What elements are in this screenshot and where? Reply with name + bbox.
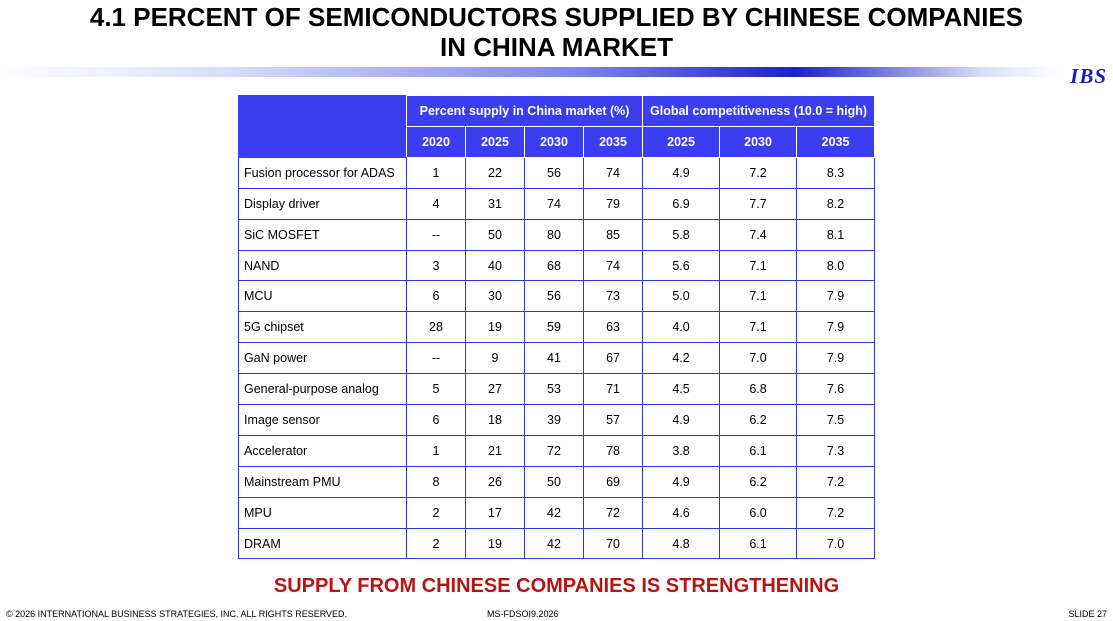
supply-percent-cell: 73 (584, 281, 643, 312)
supply-percent-cell: 1 (407, 435, 466, 466)
ibs-logo: IBS (1070, 64, 1107, 88)
supply-percent-cell: 19 (466, 528, 525, 559)
table-row (239, 281, 875, 312)
table-row (239, 219, 875, 250)
footer-document-code: MS-FDSOI9.2026 (487, 609, 559, 619)
row-product-name: Mainstream PMU (239, 466, 407, 497)
supply-percent-cell: 9 (466, 343, 525, 374)
competitiveness-cell: 7.5 (797, 405, 875, 436)
row-product-name: DRAM (239, 528, 407, 559)
row-product-name: Accelerator (239, 435, 407, 466)
supply-percent-cell: 69 (584, 466, 643, 497)
competitiveness-cell: 4.9 (643, 405, 720, 436)
table-row (239, 528, 875, 559)
row-product-name: Display driver (239, 188, 407, 219)
supply-percent-cell: 56 (525, 281, 584, 312)
competitiveness-cell: 8.1 (797, 219, 875, 250)
competitiveness-cell: 7.2 (797, 497, 875, 528)
supply-percent-cell: 42 (525, 497, 584, 528)
supply-percent-cell: 39 (525, 405, 584, 436)
supply-percent-cell: 8 (407, 466, 466, 497)
supply-percent-cell: 4 (407, 188, 466, 219)
competitiveness-cell: 8.3 (797, 157, 875, 188)
table-corner-cell (239, 96, 407, 158)
supply-percent-cell: 72 (584, 497, 643, 528)
competitiveness-cell: 7.2 (720, 157, 797, 188)
footer-slide-number: SLIDE 27 (1068, 609, 1107, 619)
table-row (239, 188, 875, 219)
competitiveness-cell: 7.1 (720, 250, 797, 281)
supply-percent-cell: 74 (525, 188, 584, 219)
supply-percent-cell: 67 (584, 343, 643, 374)
supply-percent-cell: 31 (466, 188, 525, 219)
header-percent-supply: Percent supply in China market (%) (407, 96, 643, 127)
supply-percent-cell: 26 (466, 466, 525, 497)
competitiveness-cell: 6.1 (720, 528, 797, 559)
footer-copyright: © 2026 INTERNATIONAL BUSINESS STRATEGIES, INC. ALL RIGHTS RESERVED. (6, 609, 348, 619)
supply-percent-cell: 3 (407, 250, 466, 281)
supply-percent-cell: 57 (584, 405, 643, 436)
supply-percent-cell: 22 (466, 157, 525, 188)
competitiveness-cell: 6.1 (720, 435, 797, 466)
supply-percent-cell: 30 (466, 281, 525, 312)
competitiveness-cell: 6.8 (720, 374, 797, 405)
row-product-name: GaN power (239, 343, 407, 374)
supply-percent-cell: 5 (407, 374, 466, 405)
competitiveness-cell: 4.2 (643, 343, 720, 374)
slide-title-line-2: IN CHINA MARKET (439, 32, 674, 62)
header-year: 2025 (643, 127, 720, 158)
header-year: 2035 (797, 127, 875, 158)
competitiveness-cell: 7.9 (797, 312, 875, 343)
row-product-name: NAND (239, 250, 407, 281)
supply-percent-cell: 50 (466, 219, 525, 250)
competitiveness-cell: 4.9 (643, 157, 720, 188)
supply-percent-cell: 50 (525, 466, 584, 497)
competitiveness-cell: 3.8 (643, 435, 720, 466)
competitiveness-cell: 4.8 (643, 528, 720, 559)
competitiveness-cell: 7.9 (797, 343, 875, 374)
supply-percent-cell: 19 (466, 312, 525, 343)
title-gradient-rule (0, 67, 1060, 77)
supply-percent-cell: 6 (407, 281, 466, 312)
supply-percent-cell: 42 (525, 528, 584, 559)
table-row (239, 312, 875, 343)
supply-percent-cell: 71 (584, 374, 643, 405)
row-product-name: SiC MOSFET (239, 219, 407, 250)
competitiveness-cell: 4.9 (643, 466, 720, 497)
table-row (239, 497, 875, 528)
competitiveness-cell: 7.6 (797, 374, 875, 405)
header-year: 2030 (525, 127, 584, 158)
table-row (239, 374, 875, 405)
supply-percent-cell: 56 (525, 157, 584, 188)
supply-percent-cell: 63 (584, 312, 643, 343)
semiconductor-supply-table (238, 95, 875, 559)
header-year: 2025 (466, 127, 525, 158)
supply-percent-cell: 80 (525, 219, 584, 250)
table-body (239, 157, 875, 559)
competitiveness-cell: 7.0 (720, 343, 797, 374)
competitiveness-cell: 7.1 (720, 312, 797, 343)
slide-title (0, 2, 1113, 62)
supply-percent-cell: 18 (466, 405, 525, 436)
competitiveness-cell: 7.4 (720, 219, 797, 250)
supply-percent-cell: -- (407, 219, 466, 250)
table-row (239, 157, 875, 188)
competitiveness-cell: 5.8 (643, 219, 720, 250)
header-year: 2030 (720, 127, 797, 158)
table-row (239, 343, 875, 374)
slide-title-line-1: 4.1 PERCENT OF SEMICONDUCTORS SUPPLIED BY CHINESE COMPANIES (89, 2, 1024, 32)
supply-percent-cell: 27 (466, 374, 525, 405)
supply-percent-cell: 74 (584, 157, 643, 188)
competitiveness-cell: 7.7 (720, 188, 797, 219)
header-year: 2020 (407, 127, 466, 158)
supply-percent-cell: 2 (407, 528, 466, 559)
competitiveness-cell: 4.5 (643, 374, 720, 405)
supply-percent-cell: 79 (584, 188, 643, 219)
competitiveness-cell: 6.0 (720, 497, 797, 528)
supply-percent-cell: 53 (525, 374, 584, 405)
supply-percent-cell: -- (407, 343, 466, 374)
supply-percent-cell: 78 (584, 435, 643, 466)
slide-subtitle: SUPPLY FROM CHINESE COMPANIES IS STRENGTHENING (273, 575, 840, 597)
row-product-name: Image sensor (239, 405, 407, 436)
header-global-competitiveness: Global competitiveness (10.0 = high) (643, 96, 875, 127)
competitiveness-cell: 5.6 (643, 250, 720, 281)
supply-percent-cell: 41 (525, 343, 584, 374)
supply-percent-cell: 59 (525, 312, 584, 343)
competitiveness-cell: 4.6 (643, 497, 720, 528)
supply-percent-cell: 17 (466, 497, 525, 528)
competitiveness-cell: 7.2 (797, 466, 875, 497)
supply-percent-cell: 85 (584, 219, 643, 250)
supply-percent-cell: 72 (525, 435, 584, 466)
competitiveness-cell: 7.3 (797, 435, 875, 466)
competitiveness-cell: 6.2 (720, 466, 797, 497)
supply-percent-cell: 40 (466, 250, 525, 281)
table-row (239, 466, 875, 497)
competitiveness-cell: 6.9 (643, 188, 720, 219)
row-product-name: MPU (239, 497, 407, 528)
supply-percent-cell: 2 (407, 497, 466, 528)
competitiveness-cell: 6.2 (720, 405, 797, 436)
competitiveness-cell: 8.2 (797, 188, 875, 219)
supply-percent-cell: 6 (407, 405, 466, 436)
competitiveness-cell: 4.0 (643, 312, 720, 343)
supply-percent-cell: 74 (584, 250, 643, 281)
competitiveness-cell: 5.0 (643, 281, 720, 312)
table-row (239, 405, 875, 436)
supply-percent-cell: 21 (466, 435, 525, 466)
header-year: 2035 (584, 127, 643, 158)
competitiveness-cell: 7.1 (720, 281, 797, 312)
supply-percent-cell: 70 (584, 528, 643, 559)
row-product-name: General-purpose analog (239, 374, 407, 405)
supply-percent-cell: 1 (407, 157, 466, 188)
row-product-name: Fusion processor for ADAS (239, 157, 407, 188)
table-group-header-row (239, 96, 875, 127)
row-product-name: MCU (239, 281, 407, 312)
table-row (239, 435, 875, 466)
supply-percent-cell: 68 (525, 250, 584, 281)
supply-percent-cell: 28 (407, 312, 466, 343)
row-product-name: 5G chipset (239, 312, 407, 343)
competitiveness-cell: 8.0 (797, 250, 875, 281)
table-row (239, 250, 875, 281)
competitiveness-cell: 7.9 (797, 281, 875, 312)
competitiveness-cell: 7.0 (797, 528, 875, 559)
